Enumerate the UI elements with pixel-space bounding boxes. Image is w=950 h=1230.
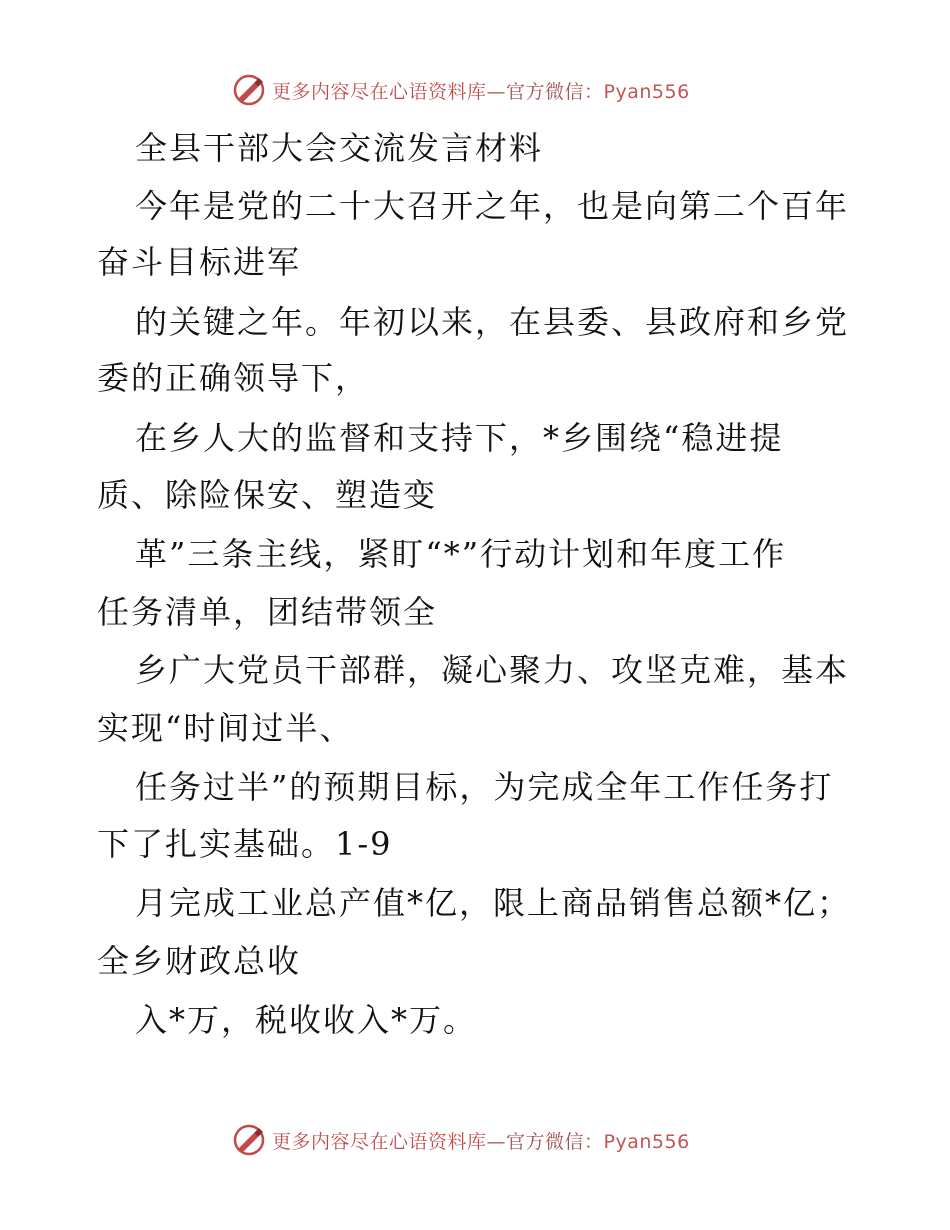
paragraph-line: 实现“时间过半、: [97, 709, 354, 747]
paragraph-line: 今年是党的二十大召开之年，也是向第二个百年: [135, 187, 850, 225]
watermark-wechat-id: Pyan556: [603, 80, 690, 103]
document-title: 全县干部大会交流发言材料: [135, 129, 544, 167]
watermark-official-text: 官方微信：: [506, 1130, 604, 1153]
watermark-site-text: 更多内容尽在心语资料库: [272, 80, 487, 103]
watermark-dash: —: [486, 80, 507, 103]
paragraph-line: 任务清单，团结带领全: [97, 593, 438, 631]
watermark-official-text: 官方微信：: [506, 80, 604, 103]
paragraph-line: 全乡财政总收: [97, 942, 302, 980]
pen-circle-logo-icon: [232, 73, 266, 107]
paragraph-line: 革”三条主线，紧盯“*”行动计划和年度工作: [135, 535, 787, 573]
paragraph-line: 委的正确领导下，: [97, 359, 370, 397]
paragraph-line: 入*万，税收收入*万。: [135, 1001, 478, 1039]
paragraph-line: 奋斗目标进军: [97, 243, 302, 281]
paragraph-line: 在乡人大的监督和支持下，*乡围绕“稳进提: [135, 419, 784, 457]
watermark-dash: —: [486, 1130, 507, 1153]
watermark-text: [272, 1127, 690, 1154]
pen-circle-logo-icon: [232, 1123, 266, 1157]
watermark-wechat-id: Pyan556: [603, 1130, 690, 1153]
header-watermark: [232, 72, 690, 108]
footer-watermark: [232, 1122, 690, 1158]
paragraph-line: 下了扎实基础。1-9: [97, 825, 393, 863]
watermark-text: [272, 77, 690, 104]
paragraph-line: 任务过半”的预期目标，为完成全年工作任务打: [135, 768, 834, 806]
watermark-site-text: 更多内容尽在心语资料库: [272, 1130, 487, 1153]
paragraph-line: 月完成工业总产值*亿，限上商品销售总额*亿；: [135, 884, 852, 922]
paragraph-line: 质、除险保安、塑造变: [97, 476, 438, 514]
paragraph-line: 乡广大党员干部群，凝心聚力、攻坚克难，基本: [135, 651, 850, 689]
paragraph-line: 的关键之年。年初以来，在县委、县政府和乡党: [135, 303, 850, 341]
